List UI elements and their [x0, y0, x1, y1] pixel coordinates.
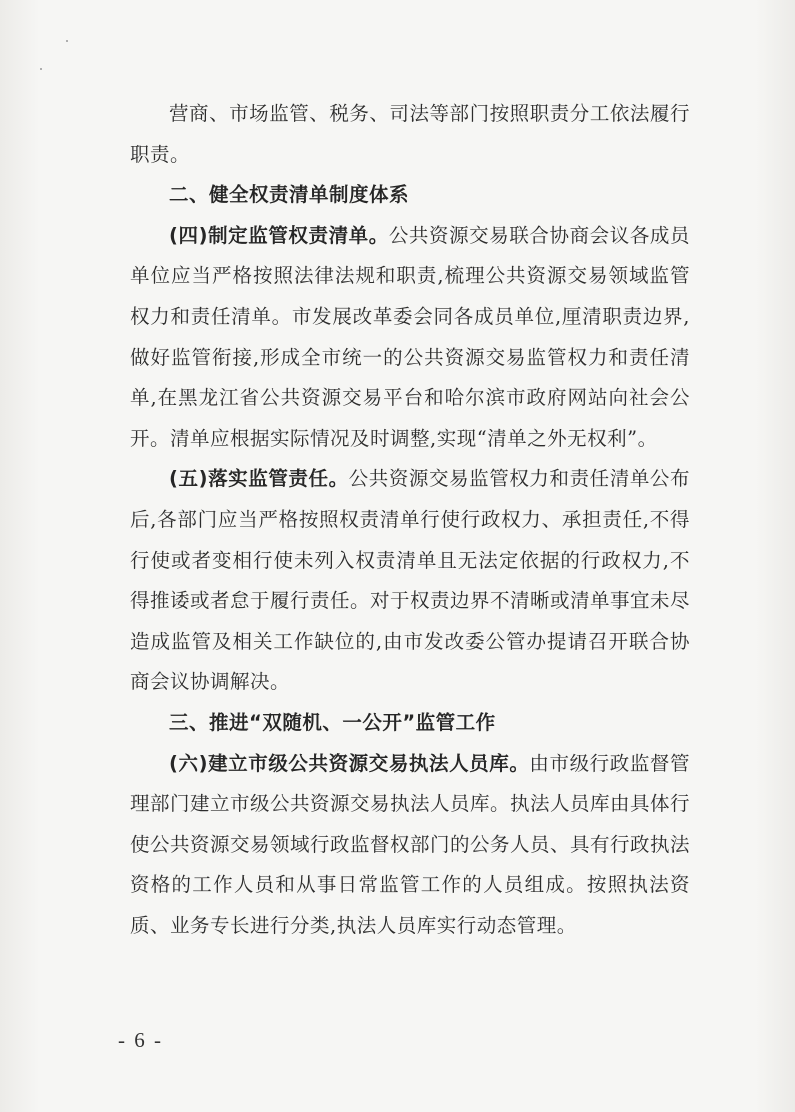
- paragraph-5-body: 公共资源交易监管权力和责任清单公布后,各部门应当严格按照权责清单行使行政权力、承担责任,不得行使或者变相行使未列入权责清单且无法定依据的行政权力,不得推诿或者怠于履行责任。对于权责边界不清晰或清单事宜未尽造成监管及相关工作缺位的,由市发改委公管办提请召开联合协商会议协调解决。: [130, 467, 691, 694]
- paragraph-continuation: 营商、市场监管、税务、司法等部门按照职责分工依法履行职责。: [130, 102, 690, 166]
- section-heading-3: 三、推进“双随机、一公开”监管工作: [169, 710, 496, 734]
- section-heading-2: 二、健全权责清单制度体系: [169, 183, 410, 207]
- document-body: [130, 94, 690, 946]
- paragraph-6: [130, 744, 690, 947]
- paragraph-5: [130, 459, 690, 703]
- paragraph-4: [130, 216, 690, 460]
- paragraph-5-lead: (五)落实监管责任。: [169, 467, 349, 491]
- paragraph-4-lead: (四)制定监管权责清单。: [169, 223, 389, 247]
- paragraph-6-body: 由市级行政监督管理部门建立市级公共资源交易执法人员库。执法人员库由具体行使公共资源交易领域行政监督权部门的公务人员、具有行政执法资格的工作人员和从事日常监管工作的人员组成。按照执法资质、业务专长进行分类,执法人员库实行动态管理。: [130, 751, 691, 937]
- page-number: - 6 -: [118, 1028, 163, 1052]
- paragraph-4-body: 公共资源交易联合协商会议各成员单位应当严格按照法律法规和职责,梳理公共资源交易领域监管权力和责任清单。市发展改革委会同各成员单位,厘清职责边界,做好监管衔接,形成全市统一的公共资源交易监管权力和责任清单,在黑龙江省公共资源交易平台和哈尔滨市政府网站向社会公开。清单应根据实际情况及时调整,实现“清单之外无权利”。: [130, 223, 690, 450]
- scan-speck: [66, 40, 68, 42]
- paragraph-6-lead: (六)建立市级公共资源交易执法人员库。: [169, 751, 530, 775]
- scan-speck: [40, 68, 42, 70]
